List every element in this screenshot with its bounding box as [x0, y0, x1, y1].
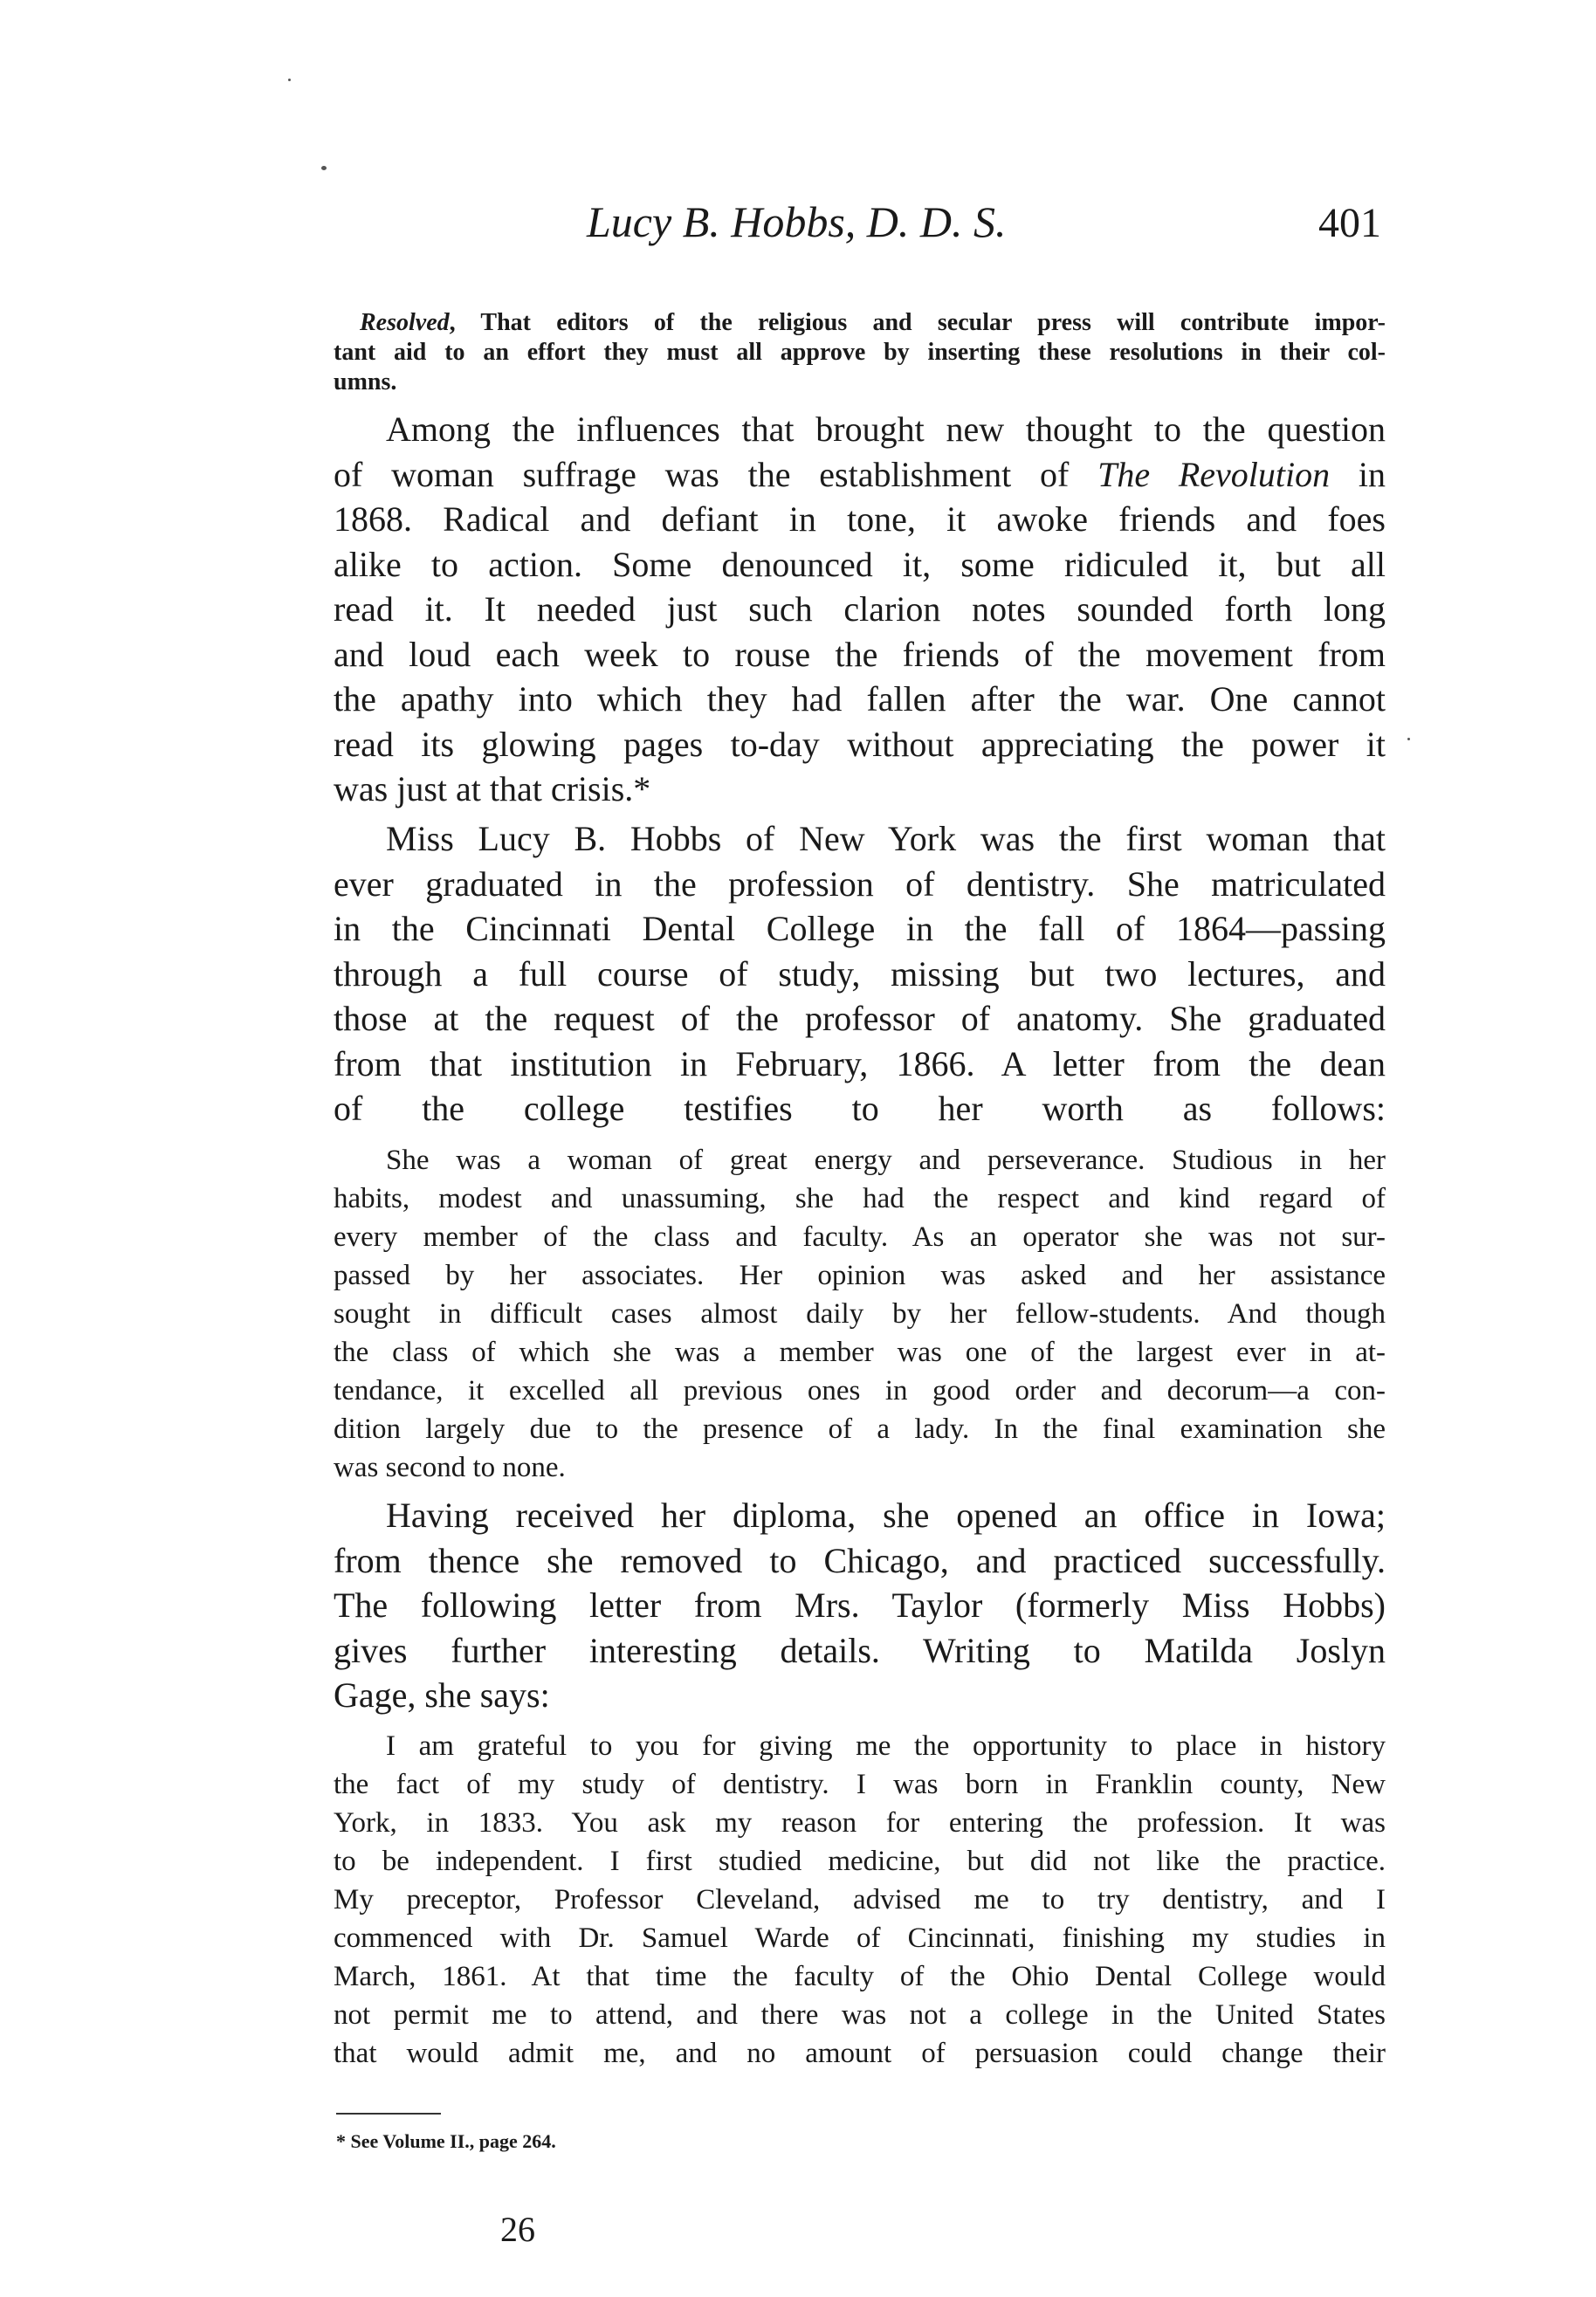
text-run: the class of which she was a member was one of the largest ever in at-	[334, 1337, 1386, 1368]
paragraph-diploma	[334, 1493, 1386, 1718]
text-line	[334, 497, 1386, 542]
text-line	[334, 1583, 1386, 1628]
text-line	[334, 1333, 1386, 1372]
resolution-text	[334, 308, 1386, 397]
text-line	[334, 816, 1386, 862]
text-line	[334, 722, 1386, 767]
text-run: gives further interesting details. Writing to Matilda Joslyn	[334, 1630, 1386, 1670]
text-run: umns.	[334, 368, 397, 395]
text-line	[334, 1086, 1386, 1131]
text-run: alike to action. Some denounced it, some ridiculed it, but all	[334, 544, 1386, 584]
text-line	[334, 587, 1386, 632]
text-line	[334, 1141, 1386, 1179]
text-line	[334, 1538, 1386, 1584]
text-run: passed by her associates. Her opinion was asked and her assistance	[334, 1260, 1386, 1291]
text-run: read its glowing pages to-day without appreciating the power it	[334, 724, 1386, 764]
text-line	[334, 1410, 1386, 1448]
scan-speck	[288, 79, 291, 81]
text-run: tendance, it excelled all previous ones in good order and decorum—a con-	[334, 1375, 1386, 1406]
text-run: sought in difficult cases almost daily by her fellow-students. And though	[334, 1298, 1386, 1330]
text-run: through a full course of study, missing but two lectures, and	[334, 953, 1386, 994]
text-run: dition largely due to the presence of a lady. In the final examination she	[334, 1413, 1386, 1445]
text-run: Gage, she says:	[334, 1675, 550, 1715]
text-run: the fact of my study of dentistry. I was born in Franklin county, New	[334, 1769, 1386, 1800]
text-run: the apathy into which they had fallen after the war. One cannot	[334, 679, 1386, 719]
text-run: Among the influences that brought new thought to the question	[386, 409, 1386, 449]
text-line	[334, 1372, 1386, 1410]
text-line	[334, 1765, 1386, 1804]
text-run: in the Cincinnati Dental College in the fall of 1864—passing	[334, 909, 1386, 948]
text-line	[334, 952, 1386, 997]
text-line	[334, 1448, 1386, 1487]
text-line	[334, 2034, 1386, 2073]
text-run: Having received her diploma, she opened an office in Iowa;	[386, 1496, 1386, 1535]
text-line	[334, 1628, 1386, 1674]
text-run: was second to none.	[334, 1452, 566, 1483]
text-run: and loud each week to rouse the friends of the movement from	[334, 634, 1386, 674]
text-run: from thence she removed to Chicago, and practiced successfully.	[334, 1540, 1386, 1580]
text-run: of woman suffrage was the establishment of	[334, 454, 1098, 494]
text-run: 1868. Radical and defiant in tone, it awoke friends and foes	[334, 499, 1386, 539]
text-line	[334, 1493, 1386, 1538]
text-line	[334, 1042, 1386, 1087]
text-run: , That editors of the religious and secular press will contribute impor-	[449, 309, 1386, 336]
quote-taylor-letter	[334, 1727, 1386, 2073]
text-line	[334, 1804, 1386, 1842]
text-line	[334, 906, 1386, 952]
text-line	[334, 1957, 1386, 1996]
page-number: 401	[1318, 200, 1381, 246]
text-line	[334, 1218, 1386, 1256]
text-line	[334, 407, 1386, 452]
text-line	[334, 862, 1386, 907]
footnote: * See Volume II., page 264.	[336, 2130, 556, 2152]
text-run: ever graduated in the profession of dentistry. She matriculated	[334, 863, 1386, 904]
scan-speck	[321, 166, 327, 170]
text-run: The following letter from Mrs. Taylor (formerly Miss Hobbs)	[334, 1585, 1386, 1625]
text-run: read it. It needed just such clarion notes sounded forth long	[334, 589, 1386, 629]
text-run: York, in 1833. You ask my reason for entering the profession. It was	[334, 1807, 1386, 1839]
text-run: from that institution in February, 1866. A letter from the dean	[334, 1043, 1386, 1083]
footnote-rule	[336, 2113, 441, 2115]
italic-text: The Revolution	[1097, 454, 1331, 494]
text-run: in	[1330, 454, 1386, 494]
text-line	[334, 1179, 1386, 1218]
text-run: habits, modest and unassuming, she had the respect and kind regard of	[334, 1183, 1386, 1214]
text-line	[334, 1256, 1386, 1295]
text-line	[334, 308, 1386, 338]
text-line	[334, 1727, 1386, 1765]
text-line	[334, 1919, 1386, 1957]
paragraph-revolution	[334, 407, 1386, 812]
text-line	[334, 1295, 1386, 1333]
quote-dean-letter	[334, 1141, 1386, 1487]
text-run: My preceptor, Professor Cleveland, advised me to try dentistry, and I	[334, 1884, 1386, 1915]
text-line	[334, 338, 1386, 368]
paragraph-lucy-hobbs	[334, 816, 1386, 1131]
text-run: Miss Lucy B. Hobbs of New York was the first woman that	[386, 819, 1386, 858]
text-run: every member of the class and faculty. As an operator she was not sur-	[334, 1221, 1386, 1253]
text-run: She was a woman of great energy and perseverance. Studious in her	[386, 1145, 1386, 1176]
text-run: March, 1861. At that time the faculty of the Ohio Dental College would	[334, 1961, 1386, 1992]
text-line	[334, 1673, 1386, 1718]
text-run: those at the request of the professor of anatomy. She graduated	[334, 999, 1386, 1038]
text-run: not permit me to attend, and there was not a college in the United States	[334, 1999, 1386, 2031]
text-line	[334, 1996, 1386, 2034]
signature-mark: 26	[500, 2210, 535, 2249]
text-line	[334, 632, 1386, 677]
scan-speck	[1407, 738, 1410, 740]
text-line	[334, 368, 1386, 397]
text-line	[334, 1881, 1386, 1919]
text-run: to be independent. I first studied medicine, but did not like the practice.	[334, 1846, 1386, 1877]
text-run: was just at that crisis.*	[334, 769, 651, 808]
text-line	[334, 677, 1386, 722]
text-line	[334, 1842, 1386, 1881]
text-line	[334, 542, 1386, 588]
text-run: tant aid to an effort they must all approve by inserting these resolutions in their col-	[334, 339, 1386, 366]
text-run: of the college testifies to her worth as follows:	[334, 1089, 1386, 1128]
running-title: Lucy B. Hobbs, D. D. S.	[587, 197, 1007, 246]
text-line	[334, 767, 1386, 812]
text-line	[334, 996, 1386, 1042]
text-line	[334, 452, 1386, 498]
text-run: I am grateful to you for giving me the opportunity to place in history	[386, 1730, 1386, 1762]
italic-text: Resolved	[360, 309, 450, 336]
text-run: that would admit me, and no amount of persuasion could change their	[334, 2038, 1386, 2069]
text-run: commenced with Dr. Samuel Warde of Cincinnati, finishing my studies in	[334, 1922, 1386, 1954]
